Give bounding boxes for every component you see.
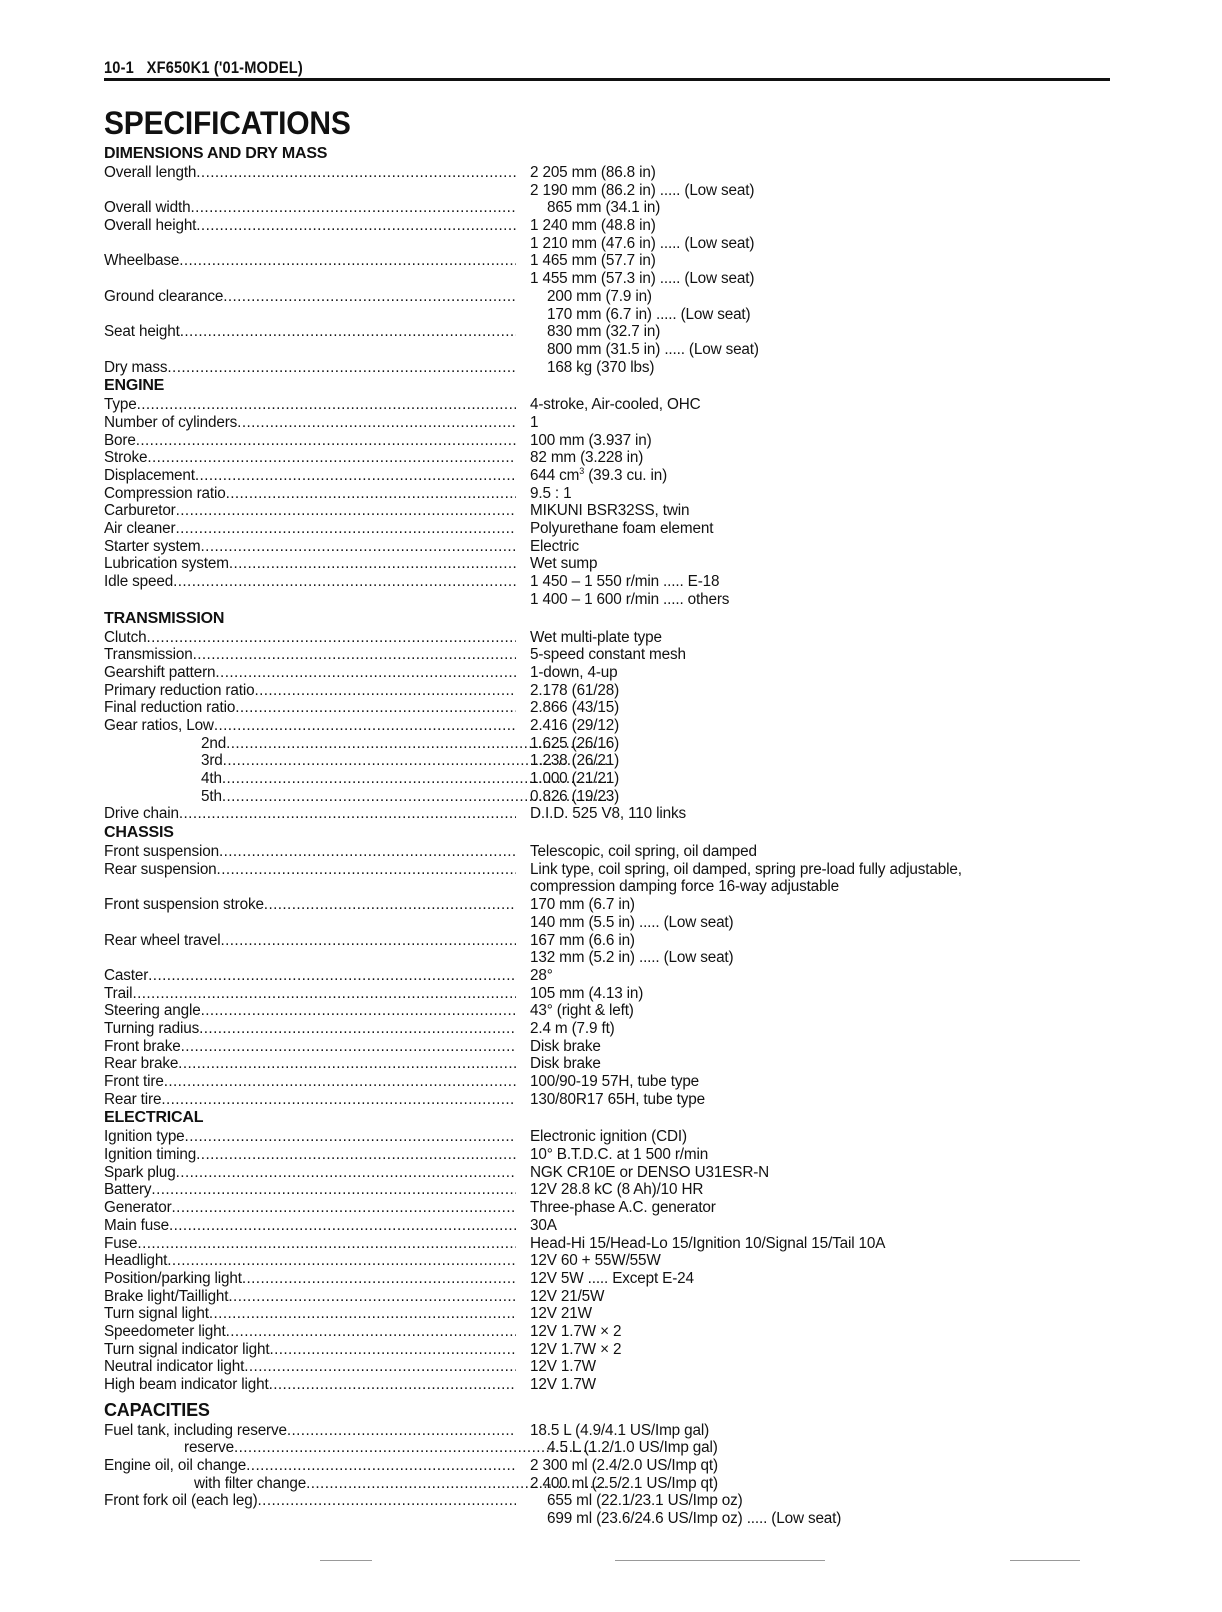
spec-value: 105 mm (4.13 in) [530, 984, 644, 1002]
spec-value: 12V 21/5W [530, 1287, 605, 1305]
section-heading-capacities: CAPACITIES [104, 1399, 210, 1420]
spec-value: 1 400 – 1 600 r/min ..... others [530, 590, 730, 608]
spec-value: 200 mm (7.9 in) [547, 287, 652, 305]
spec-value: 2 300 ml (2.4/2.0 US/Imp qt) [530, 1457, 718, 1475]
spec-row-trail [104, 985, 1104, 1003]
spec-row-ignition-type [104, 1128, 1104, 1146]
spec-row-position-light [104, 1270, 1104, 1288]
spec-value: 30A [530, 1216, 557, 1234]
spec-label: Front suspension ..... [104, 843, 516, 861]
spec-value: 2 400 ml (2.5/2.1 US/Imp qt) [530, 1474, 718, 1492]
spec-row-clutch [104, 629, 1104, 647]
spec-value: 800 mm (31.5 in) ..... (Low seat) [547, 340, 759, 358]
spec-label: Neutral indicator light ..... [104, 1358, 516, 1376]
spec-value: 2.4 m (7.9 ft) [530, 1019, 615, 1037]
spec-label: Position/parking light ..... [104, 1270, 516, 1288]
spec-row-reserve [104, 1439, 1104, 1457]
spec-label: Generator ..... [104, 1199, 516, 1217]
spec-label: Compression ratio ..... [104, 485, 516, 503]
spec-value: 12V 1.7W [530, 1376, 596, 1393]
spec-value: compression damping force 16-way adjustable [530, 878, 840, 896]
spec-row-battery [104, 1181, 1104, 1199]
spec-row-dry-mass [104, 359, 1104, 377]
spec-value: Electric [530, 537, 579, 555]
spec-list [104, 144, 1104, 1528]
spec-row-turn-signal [104, 1305, 1104, 1323]
spec-row-front-tire [104, 1073, 1104, 1091]
spec-label: with filter change ..... [104, 1475, 606, 1493]
spec-value: 12V 1.7W [530, 1358, 596, 1376]
spec-row-wheelbase-alt [104, 270, 1104, 288]
spec-value: 130/80R17 65H, tube type [530, 1090, 705, 1108]
spec-label: Idle speed ..... [104, 573, 516, 591]
spec-value: D.I.D. 525 V8, 110 links [530, 805, 686, 823]
spec-row-front-brake [104, 1038, 1104, 1056]
spec-value: 100 mm (3.937 in) [530, 431, 652, 449]
section-heading-chassis: CHASSIS [104, 824, 174, 842]
spec-row-stroke [104, 449, 1104, 467]
spec-label: Headlight ..... [104, 1252, 516, 1270]
spec-row-wheelbase [104, 252, 1104, 270]
spec-label: Speedometer light ..... [104, 1323, 516, 1341]
spec-value: 140 mm (5.5 in) ..... (Low seat) [530, 913, 734, 931]
spec-label: Brake light/Taillight ..... [104, 1288, 516, 1306]
spec-value: 12V 21W [530, 1305, 592, 1323]
header-model: XF650K1 ('01-MODEL) [146, 58, 303, 77]
spec-row-turning-radius [104, 1020, 1104, 1038]
spec-value: 170 mm (6.7 in) ..... (Low seat) [547, 305, 751, 323]
spec-value: 1-down, 4-up [530, 663, 618, 681]
spec-label: Displacement ..... [104, 467, 516, 485]
spec-row-seat-height [104, 323, 1104, 341]
spec-value-part: 644 cm [530, 467, 580, 484]
spec-row-ignition-timing [104, 1146, 1104, 1164]
spec-row-transmission [104, 646, 1104, 664]
spec-row-seat-height-alt [104, 341, 1104, 359]
spec-row-front-stroke-alt [104, 914, 1104, 932]
spec-value: 12V 1.7W × 2 [530, 1340, 622, 1358]
spec-value: Link type, coil spring, oil damped, spring pre-load fully adjustable, [530, 860, 962, 878]
spec-label: Overall width ..... [104, 199, 516, 217]
scan-mark [1010, 1560, 1080, 1561]
spec-value: Disk brake [530, 1037, 601, 1055]
scan-mark [320, 1560, 372, 1561]
spec-value: 830 mm (32.7 in) [547, 323, 661, 341]
spec-value: 2.866 (43/15) [530, 699, 620, 717]
header-rule [104, 78, 1110, 81]
spec-value: 1 450 – 1 550 r/min ..... E-18 [530, 573, 720, 591]
spec-row-headlight [104, 1252, 1104, 1270]
spec-label: Ground clearance ..... [104, 288, 516, 306]
spec-row-final-reduction [104, 699, 1104, 717]
spec-value: Telescopic, coil spring, oil damped [530, 843, 757, 861]
spec-label: Rear brake ..... [104, 1055, 516, 1073]
spec-row-gear-5th [104, 788, 1104, 806]
spec-value: 12V 60 + 55W/55W [530, 1252, 661, 1270]
spec-row-gear-4th [104, 770, 1104, 788]
spec-label: Drive chain ..... [104, 805, 516, 823]
spec-row-generator [104, 1199, 1104, 1217]
spec-label: Dry mass ..... [104, 359, 516, 377]
spec-value: 168 kg (370 lbs) [547, 358, 655, 376]
spec-value: 1 [530, 413, 539, 431]
spec-label: Front fork oil (each leg) ..... [104, 1492, 516, 1510]
section-heading-engine: ENGINE [104, 377, 165, 395]
spec-row-overall-length-alt [104, 182, 1104, 200]
spec-row-ground-clearance-alt [104, 306, 1104, 324]
spec-label: Stroke ..... [104, 449, 516, 467]
spec-label: Battery ..... [104, 1181, 516, 1199]
spec-value: Wet multi-plate type [530, 628, 662, 646]
spec-row-type [104, 396, 1104, 414]
spec-label: 3rd ..... [104, 752, 613, 770]
spec-label: 5th ..... [104, 788, 613, 806]
spec-value: 5-speed constant mesh [530, 646, 686, 664]
spec-row-fuel-tank [104, 1422, 1104, 1440]
spec-value: Disk brake [530, 1055, 601, 1073]
spec-row-overall-height-alt [104, 235, 1104, 253]
spec-value: 1.625 (26/16) [530, 734, 620, 752]
spec-value: 4.5 L (1.2/1.0 US/Imp gal) [547, 1439, 718, 1457]
spec-label: High beam indicator light ..... [104, 1376, 516, 1394]
spec-label: Turn signal indicator light ..... [104, 1341, 516, 1359]
spec-value: 655 ml (22.1/23.1 US/Imp oz) [547, 1492, 743, 1510]
spec-label: Seat height ..... [104, 323, 516, 341]
spec-row-neutral-indicator [104, 1358, 1104, 1376]
spec-label: Final reduction ratio ..... [104, 699, 516, 717]
spec-row-starter [104, 538, 1104, 556]
spec-row-rear-tire [104, 1091, 1104, 1109]
spec-label: Turning radius ..... [104, 1020, 516, 1038]
spec-label: Ignition type ..... [104, 1128, 516, 1146]
spec-value: Polyurethane foam element [530, 520, 714, 538]
spec-label: reserve ..... [104, 1439, 596, 1457]
spec-value: 132 mm (5.2 in) ..... (Low seat) [530, 949, 734, 967]
spec-value: 1 210 mm (47.6 in) ..... (Low seat) [530, 234, 755, 252]
spec-label: Air cleaner ..... [104, 520, 516, 538]
spec-row-spark-plug [104, 1164, 1104, 1182]
spec-row-fork-oil [104, 1492, 1104, 1510]
spec-label: Spark plug ..... [104, 1164, 516, 1182]
spec-row-steering-angle [104, 1002, 1104, 1020]
spec-label: Steering angle ..... [104, 1002, 516, 1020]
spec-value: 82 mm (3.228 in) [530, 449, 644, 467]
spec-row-rear-travel-alt [104, 949, 1104, 967]
spec-label: 4th ..... [104, 770, 613, 788]
spec-value-part: (39.3 cu. in) [584, 467, 668, 484]
spec-label: Clutch ..... [104, 629, 516, 647]
spec-value: 1 240 mm (48.8 in) [530, 217, 656, 235]
spec-row-ground-clearance [104, 288, 1104, 306]
section-heading-electrical: ELECTRICAL [104, 1109, 204, 1127]
spec-row-idle-speed-alt [104, 591, 1104, 609]
spec-row-gearshift [104, 664, 1104, 682]
spec-row-oil-filter [104, 1475, 1104, 1493]
spec-label: Gear ratios, Low ..... [104, 717, 516, 735]
spec-value: 100/90-19 57H, tube type [530, 1073, 700, 1090]
spec-row-rear-travel [104, 932, 1104, 950]
spec-value: NGK CR10E or DENSO U31ESR-N [530, 1163, 770, 1181]
spec-value: 2 205 mm (86.8 in) [530, 164, 656, 181]
spec-label: Bore ..... [104, 432, 516, 450]
spec-label: Lubrication system ..... [104, 555, 516, 573]
spec-label: Fuse ..... [104, 1235, 516, 1253]
spec-label: Carburetor ..... [104, 502, 516, 520]
spec-value: 170 mm (6.7 in) [530, 896, 635, 914]
spec-row-gear-low [104, 717, 1104, 735]
spec-row-overall-length [104, 164, 1104, 182]
spec-value: 1 465 mm (57.7 in) [530, 252, 656, 270]
spec-row-compression [104, 485, 1104, 503]
spec-row-front-suspension [104, 843, 1104, 861]
spec-label: Starter system ..... [104, 538, 516, 556]
spec-value: 12V 28.8 kC (8 Ah)/10 HR [530, 1181, 704, 1199]
spec-label: Rear tire ..... [104, 1091, 516, 1109]
superscript: 3 [579, 466, 585, 476]
spec-value: Wet sump [530, 555, 598, 573]
spec-label: Overall height ..... [104, 217, 516, 235]
spec-row-drive-chain [104, 805, 1104, 823]
spec-row-front-stroke [104, 896, 1104, 914]
spec-label: Front suspension stroke ..... [104, 896, 516, 914]
spec-row-turn-indicator [104, 1341, 1104, 1359]
spec-label: Wheelbase ..... [104, 252, 516, 270]
spec-row-carburetor [104, 502, 1104, 520]
spec-label: Number of cylinders ..... [104, 414, 516, 432]
spec-label: Overall length ..... [104, 164, 516, 182]
spec-label: Rear wheel travel ..... [104, 932, 516, 950]
spec-value: 865 mm (34.1 in) [547, 199, 661, 217]
spec-label: Front tire ..... [104, 1073, 516, 1091]
spec-label: Primary reduction ratio ..... [104, 682, 516, 700]
spec-value: 4-stroke, Air-cooled, OHC [530, 396, 701, 414]
spec-label: Trail ..... [104, 985, 516, 1003]
spec-row-gear-3rd [104, 752, 1104, 770]
spec-row-highbeam-indicator [104, 1376, 1104, 1394]
spec-value: 699 ml (23.6/24.6 US/Imp oz) ..... (Low seat) [547, 1510, 842, 1528]
spec-value: 12V 1.7W × 2 [530, 1322, 622, 1340]
page-header [104, 52, 1110, 82]
spec-value: 1.000 (21/21) [530, 770, 620, 787]
spec-label: Ignition timing ..... [104, 1146, 516, 1164]
spec-row-rear-brake [104, 1055, 1104, 1073]
spec-value: 1.238 (26/21) [530, 752, 620, 770]
spec-label: 2nd ..... [104, 735, 613, 753]
spec-row-fuse [104, 1235, 1104, 1253]
spec-value: Head-Hi 15/Head-Lo 15/Ignition 10/Signal 15/Tail 10A [530, 1234, 886, 1252]
spec-label: Gearshift pattern ..... [104, 664, 516, 682]
spec-label: Transmission ..... [104, 646, 516, 664]
spec-row-main-fuse [104, 1217, 1104, 1235]
spec-row-overall-width [104, 199, 1104, 217]
spec-label: Turn signal light ..... [104, 1305, 516, 1323]
header-page-ref: 10-1 [104, 58, 134, 77]
spec-row-air-cleaner [104, 520, 1104, 538]
page-title: SPECIFICATIONS [104, 106, 351, 142]
spec-row-oil-change [104, 1457, 1104, 1475]
spec-value: 2.416 (29/12) [530, 716, 620, 734]
header-title [104, 58, 303, 78]
spec-label: Type ..... [104, 396, 516, 414]
spec-row-bore [104, 432, 1104, 450]
spec-value: 2 190 mm (86.2 in) ..... (Low seat) [530, 181, 755, 199]
spec-label: Fuel tank, including reserve ..... [104, 1422, 516, 1440]
spec-value: 0.826 (19/23) [530, 787, 620, 805]
spec-row-speedometer-light [104, 1323, 1104, 1341]
scan-mark [615, 1560, 825, 1561]
spec-value: 2.178 (61/28) [530, 681, 620, 699]
spec-value: 28° [530, 966, 553, 984]
spec-row-cylinders [104, 414, 1104, 432]
spec-value: 1 455 mm (57.3 in) ..... (Low seat) [530, 270, 755, 288]
spec-value: MIKUNI BSR32SS, twin [530, 502, 690, 520]
spec-value: 9.5 : 1 [530, 484, 572, 502]
spec-row-gear-2nd [104, 735, 1104, 753]
spec-row-caster [104, 967, 1104, 985]
spec-value: Three-phase A.C. generator [530, 1199, 716, 1217]
spec-row-primary-reduction [104, 682, 1104, 700]
scan-footer-marks [0, 1556, 1222, 1566]
spec-row-displacement [104, 467, 1104, 485]
spec-value: Electronic ignition (CDI) [530, 1128, 687, 1146]
spec-label: Rear suspension ..... [104, 861, 516, 879]
spec-row-rear-suspension [104, 861, 1104, 879]
spec-row-rear-suspension-cont [104, 878, 1104, 896]
spec-value: 10° B.T.D.C. at 1 500 r/min [530, 1146, 709, 1164]
spec-value [530, 467, 667, 485]
spec-row-idle-speed [104, 573, 1104, 591]
spec-value: 167 mm (6.6 in) [530, 931, 635, 949]
spec-row-fork-oil-alt [104, 1510, 1104, 1528]
spec-label: Caster ..... [104, 967, 516, 985]
section-heading-transmission: TRANSMISSION [104, 609, 225, 627]
spec-value: 12V 5W ..... Except E-24 [530, 1269, 694, 1287]
spec-value: 43° (right & left) [530, 1002, 634, 1020]
spec-row-overall-height [104, 217, 1104, 235]
spec-label: Main fuse ..... [104, 1217, 516, 1235]
spec-row-lubrication [104, 555, 1104, 573]
spec-label: Engine oil, oil change ..... [104, 1457, 516, 1475]
spec-row-brake-light [104, 1288, 1104, 1306]
spec-value: 18.5 L (4.9/4.1 US/Imp gal) [530, 1421, 710, 1439]
spec-label: Front brake ..... [104, 1038, 516, 1056]
section-heading-dimensions: DIMENSIONS AND DRY MASS [104, 145, 328, 162]
